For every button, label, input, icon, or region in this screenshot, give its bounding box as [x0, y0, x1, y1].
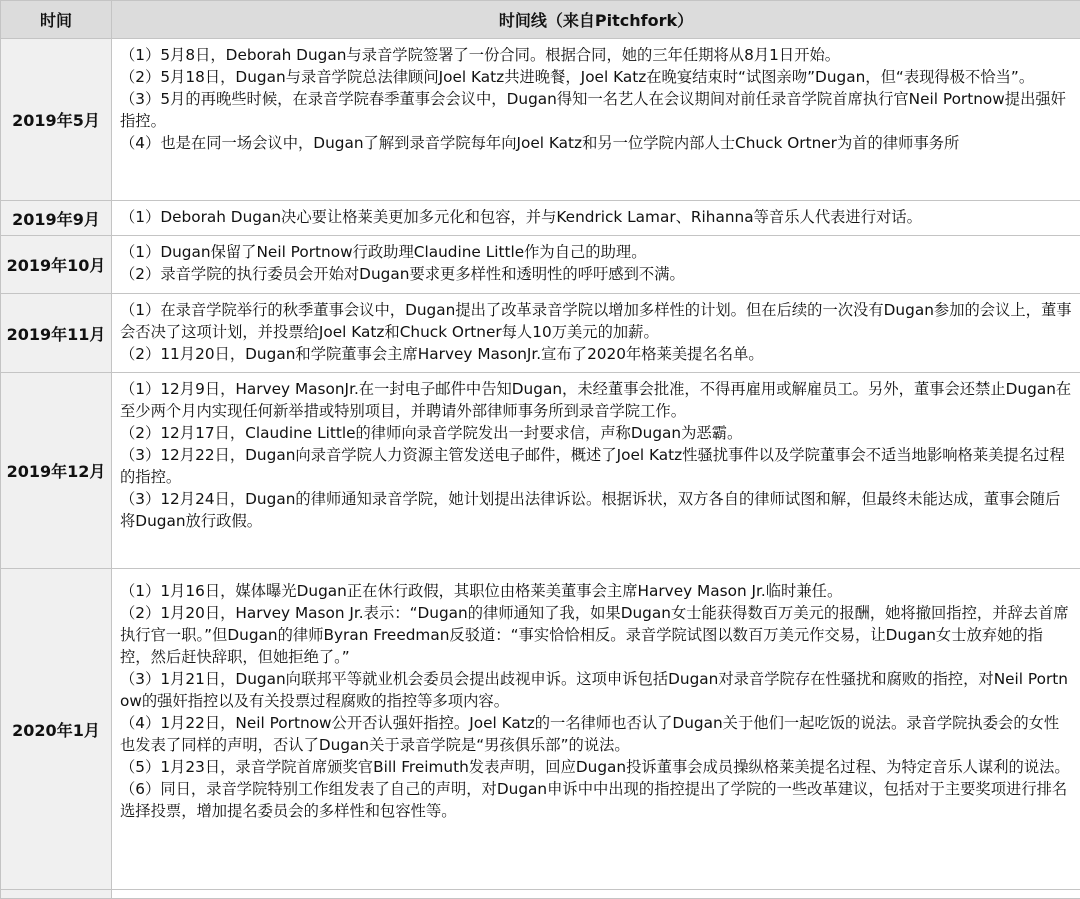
- event-item: （4）也是在同一场会议中，Dugan了解到录音学院每年向Joel Katz和另一位学院内部人士Chuck Ortner为首的律师事务所: [120, 132, 1072, 154]
- header-time: 时间: [1, 1, 112, 39]
- event-item: （4）1月22日，Neil Portnow公开否认强奸指控。Joel Katz的一名律师也否认了Dugan关于他们一起吃饭的说法。录音学院执委会的女性也发表了同样的声明，否认了Dugan关于录音学院是“男孩俱乐部”的说法。: [120, 712, 1072, 756]
- table-row-2019-09: [1, 201, 1080, 236]
- date-cell: 2019年11月: [1, 294, 112, 373]
- event-item: （2）录音学院的执行委员会开始对Dugan要求更多样性和透明性的呼吁感到不满。: [120, 263, 1072, 285]
- event-item: （2）5月18日，Dugan与录音学院总法律顾问Joel Katz共进晚餐，Joel Katz在晚宴结束时“试图亲吻”Dugan，但“表现得极不恰当”。: [120, 66, 1072, 88]
- events-list: [112, 39, 1080, 200]
- event-item: （3）5月的再晚些时候，在录音学院春季董事会会议中，Dugan得知一名艺人在会议期间对前任录音学院首席执行官Neil Portnow提出强奸指控。: [120, 88, 1072, 132]
- event-item: （2）11月20日，Dugan和学院董事会主席Harvey MasonJr.宣布了2020年格莱美提名名单。: [120, 343, 1072, 365]
- event-item: （6）同日，录音学院特别工作组发表了自己的声明，对Dugan申诉中中出现的指控提出了学院的一些改革建议，包括对于主要奖项进行排名选择投票，增加提名委员会的多样性和包容性等。: [120, 778, 1072, 822]
- event-item: （3）12月24日，Dugan的律师通知录音学院，她计划提出法律诉讼。根据诉状，双方各自的律师试图和解，但最终未能达成，董事会随后将Dugan放行政假。: [120, 488, 1072, 532]
- table-row-2019-05: [1, 39, 1080, 201]
- date-cell: 2019年5月: [1, 39, 112, 201]
- events-cell: [112, 569, 1080, 890]
- events-cell: [112, 201, 1080, 236]
- event-item: （2）12月17日，Claudine Little的律师向录音学院发出一封要求信，声称Dugan为恶霸。: [120, 422, 1072, 444]
- date-cell: 2020年1月: [1, 569, 112, 890]
- table-row-2020-01: [1, 569, 1080, 890]
- table-row-partial: [1, 890, 1080, 899]
- events-cell-empty: [112, 890, 1080, 899]
- date-cell: 2019年12月: [1, 373, 112, 569]
- events-cell: [112, 39, 1080, 201]
- events-list: [112, 294, 1080, 372]
- table-row-2019-12: [1, 373, 1080, 569]
- event-item: （3）12月22日，Dugan向录音学院人力资源主管发送电子邮件，概述了Joel Katz性骚扰事件以及学院董事会不适当地影响格莱美提名过程的指控。: [120, 444, 1072, 488]
- events-list: [112, 236, 1080, 293]
- event-item: （5）1月23日，录音学院首席颁奖官Bill Freimuth发表声明，回应Dugan投诉董事会成员操纵格莱美提名过程、为特定音乐人谋利的说法。: [120, 756, 1072, 778]
- table-row-2019-10: [1, 236, 1080, 294]
- event-item: （1）Dugan保留了Neil Portnow行政助理Claudine Little作为自己的助理。: [120, 241, 1072, 263]
- date-cell-empty: [1, 890, 112, 899]
- events-list: [112, 569, 1080, 889]
- header-row: [1, 1, 1080, 39]
- event-item: （1）Deborah Dugan决心要让格莱美更加多元化和包容，并与Kendrick Lamar、Rihanna等音乐人代表进行对话。: [120, 206, 1072, 228]
- events-cell: [112, 236, 1080, 294]
- event-item: （1）1月16日，媒体曝光Dugan正在休行政假，其职位由格莱美董事会主席Harvey Mason Jr.临时兼任。: [120, 580, 1072, 602]
- events-list: [112, 373, 1080, 568]
- event-item: （1）在录音学院举行的秋季董事会议中，Dugan提出了改革录音学院以增加多样性的计划。但在后续的一次没有Dugan参加的会议上，董事会否决了这项计划，并投票给Joel Katz和Chuck Ortner每人10万美元的加薪。: [120, 299, 1072, 343]
- event-item: （3）1月21日，Dugan向联邦平等就业机会委员会提出歧视申诉。这项申诉包括Dugan对录音学院存在性骚扰和腐败的指控，对Neil Portnow的强奸指控以及有关投票过程腐败的指控等多项内容。: [120, 668, 1072, 712]
- date-cell: 2019年10月: [1, 236, 112, 294]
- events-cell: [112, 373, 1080, 569]
- event-item: （2）1月20日，Harvey Mason Jr.表示：“Dugan的律师通知了我，如果Dugan女士能获得数百万美元的报酬，她将撤回指控，并辞去首席执行官一职。”但Dugan的律师Byran Freedman反驳道：“事实恰恰相反。录音学院试图以数百万美元作交易，让Dugan女士放弃她的指控，然后赶快辞职，但她拒绝了。”: [120, 602, 1072, 668]
- event-item: （1）5月8日，Deborah Dugan与录音学院签署了一份合同。根据合同，她的三年任期将从8月1日开始。: [120, 44, 1072, 66]
- table-row-2019-11: [1, 294, 1080, 373]
- event-item: （1）12月9日，Harvey MasonJr.在一封电子邮件中告知Dugan，未经董事会批准，不得再雇用或解雇员工。另外，董事会还禁止Dugan在至少两个月内实现任何新举措或特别项目，并聘请外部律师事务所到录音学院工作。: [120, 378, 1072, 422]
- events-cell: [112, 294, 1080, 373]
- events-list: [112, 201, 1080, 235]
- date-cell: 2019年9月: [1, 201, 112, 236]
- header-timeline: 时间线（来自Pitchfork）: [112, 1, 1080, 39]
